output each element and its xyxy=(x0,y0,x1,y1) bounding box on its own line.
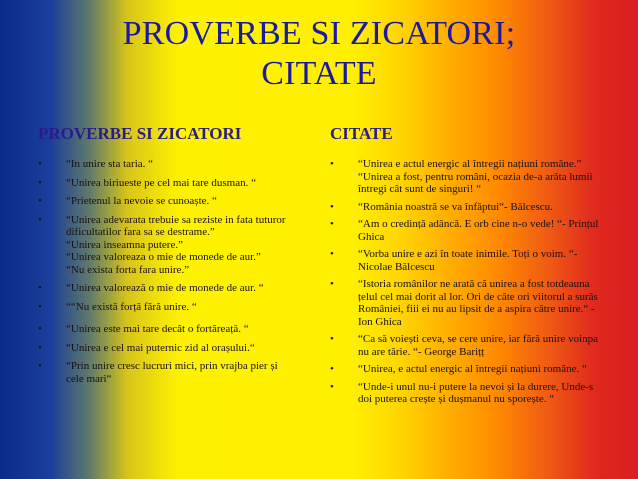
list-item: • “Unirea este mai tare decât o fortăreață. “ xyxy=(38,323,249,335)
list-item: • “In unire sta taria. “ xyxy=(38,158,154,170)
bullet-icon: • xyxy=(330,158,334,170)
quotes-list xyxy=(330,158,600,406)
list-item: • “Unirea valorează o mie de monede de aur. “ xyxy=(38,282,264,294)
bullet-icon: • xyxy=(330,248,334,260)
bullet-icon: • xyxy=(330,218,334,230)
list-item: • “Unirea e cel mai puternic zid al orașului.“ xyxy=(38,341,255,354)
bullet-icon: • xyxy=(330,333,334,345)
proverbs-heading: PROVERBE SI ZICATORI xyxy=(38,124,242,143)
quotes-column xyxy=(330,124,600,411)
list-item: • “Unde-i unul nu-i putere la nevoi și la durere, Unde-s doi puterea crește și dușmanul nu sporește. “ xyxy=(330,380,594,405)
bullet-icon: • xyxy=(38,323,42,335)
list-item: • “Unirea, e actul energic al întregii națiuni române. “ xyxy=(330,363,587,375)
proverbs-column xyxy=(38,124,296,391)
bullet-icon: • xyxy=(330,380,334,393)
bullet-icon: • xyxy=(38,282,42,294)
list-item: • “Prietenul la nevoie se cunoaște. “ xyxy=(38,195,217,207)
bullet-icon: • xyxy=(330,200,334,213)
list-item: • “Unirea e actul energic al întregii națiuni române.” “Unirea a fost, pentru români, ocazia de-a arăta lumii întregi cât sunt de singuri! “ xyxy=(330,158,593,195)
bullet-icon: • xyxy=(38,213,42,226)
list-item: • “Istoria românilor ne arată că unirea a fost totdeauna țelul cel mai dorit al lor. Ori de câte ori viitorul a surâs României, fiii ei nu au lipsit de a aspira către unire.“ -Ion Ghica xyxy=(330,278,598,328)
bullet-icon: • xyxy=(38,158,42,170)
list-item: • ““Nu există forță fără unire. “ xyxy=(38,300,197,313)
proverbs-list xyxy=(38,158,296,385)
list-item: • “Am o credință adâncă. E orb cine n-o vede! “- Prințul Ghica xyxy=(330,218,599,243)
list-item: • “Vorba unire e azi în toate inimile. Toți o voim. “-Nicolae Bălcescu xyxy=(330,248,578,273)
list-item: • “Prin unire cresc lucruri mici, prin vrajba pier și cele mari“ xyxy=(38,360,278,385)
bullet-icon: • xyxy=(330,363,334,375)
slide-title: PROVERBE SI ZICATORI; CITATE xyxy=(122,15,516,92)
bullet-icon: • xyxy=(330,278,334,290)
bullet-icon: • xyxy=(38,341,42,354)
bullet-icon: • xyxy=(38,195,42,207)
list-item: • “România noastră se va înfăptui“- Bălcescu. xyxy=(330,200,553,213)
bullet-icon: • xyxy=(38,176,42,189)
list-item: • “Unirea biriueste pe cel mai tare dusman. “ xyxy=(38,176,256,189)
bullet-icon: • xyxy=(38,300,42,313)
list-item: • “Unirea adevarata trebuie sa reziste in fata tuturor dificultatilor fara sa se destrame.” “Unirea inseamna putere.” “Unirea valoreaza o mie de monede de aur.” “Nu exista forta fara unire.” xyxy=(38,213,286,276)
bullet-icon: • xyxy=(38,360,42,372)
quotes-heading: CITATE xyxy=(330,124,393,143)
list-item: • “Ca să voiești ceva, se cere unire, iar fără unire voinpa nu are tărie. “- George Barițț xyxy=(330,333,599,358)
